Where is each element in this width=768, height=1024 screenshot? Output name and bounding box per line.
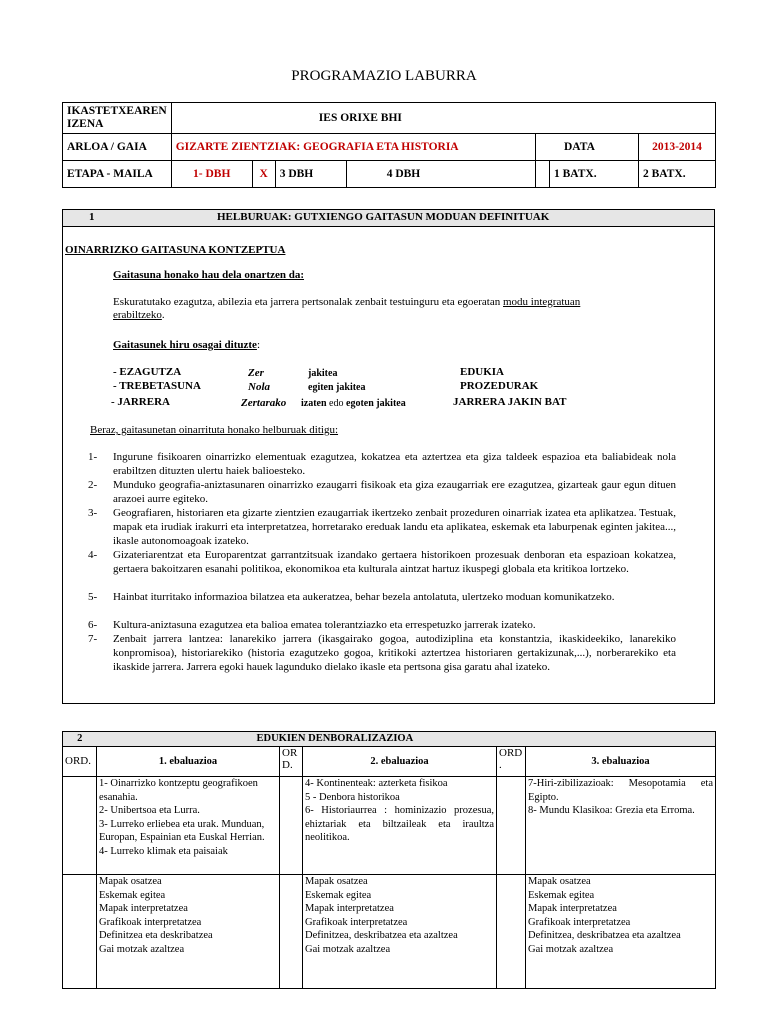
part-how: Nola [248, 381, 270, 393]
objective-number: 4- [88, 549, 98, 561]
objective-text: Munduko geografia-aniztasunaren oinarrizko ezaugarri fisikoak eta giza ezaugarriak ere ezagutzea, gizarteak gaur egun dituen arazoei aurre egiteko. [113, 479, 676, 505]
eval-2-header: 2. ebaluazioa [303, 747, 497, 777]
stage-batx-1: 1 BATX. [550, 161, 639, 188]
part-what: izaten edo egoten jakitea [301, 398, 406, 409]
part-what: jakitea [308, 368, 338, 379]
objective-number: 7- [88, 633, 98, 645]
ord-cell [63, 875, 97, 989]
stage-mark: X [252, 161, 275, 188]
part-what: egiten jakitea [308, 382, 366, 393]
ord-cell [63, 777, 97, 875]
objective-number: 1- [88, 451, 98, 463]
stage-4: 4 DBH [346, 161, 535, 188]
stage-empty [536, 161, 550, 188]
page-title: PROGRAMAZIO LABURRA [291, 68, 477, 84]
eval-3-content: 7-Hiri-zibilizazioak: Mesopotamia eta Egipto. 8- Mundu Klasikoa: Grezia eta Erroma. [526, 777, 716, 875]
eval-1-procedures: Mapak osatzea Eskemak egitea Mapak interpretatzea Grafikoak interpretatzea Definitzea eta deskribatzea Gai motzak azaltzea [97, 875, 280, 989]
ord-header: OR D. [280, 747, 303, 777]
concept-subtitle: OINARRIZKO GAITASUNA KONTZEPTUA [65, 244, 286, 256]
stage-3: 3 DBH [275, 161, 346, 188]
part-how: Zer [248, 367, 264, 379]
eval-1-content: 1- Oinarrizko kontzeptu geografikoen esanahia. 2- Unibertsoa eta Lurra. 3- Lurreko erliebea eta urak. Munduan, Europan, Espainian eta Euskal Herrian. 4- Lurreko klimak eta paisaiak [97, 777, 280, 875]
part-row: - EZAGUTZA [113, 366, 182, 378]
objective-text: Ingurune fisikoaren oinarrizko elementuak ezagutzea, kokatzea eta aztertzea eta giza taldeek espazioa eta baliabideak nola erabiltzen dituzten ulertu haiek balioesteko. [113, 451, 676, 477]
objective-text: Kultura-aniztasuna ezagutzea eta balioa ematea tolerantziazko eta errespetuzko jarrerak izateko. [113, 619, 536, 631]
part-how: Zertarako [241, 397, 287, 409]
part-row: - JARRERA [111, 396, 170, 408]
part-kind: JARRERA JAKIN BAT [453, 396, 567, 408]
eval-2-content: 4- Kontinenteak: azterketa fisikoa 5 - Denbora historikoa 6- Historiaurrea : hominizazio prozesua, ehiztariak eta biltzaileak eta iraultza neolitikoa. [303, 777, 497, 875]
section-1-title: HELBURUAK: GUTXIENGO GAITASUN MODUAN DEFINITUAK [217, 211, 550, 223]
area-value: GIZARTE ZIENTZIAK: GEOGRAFIA ETA HISTORIA [171, 134, 535, 161]
objective-text: Hainbat iturritako informazioa bilatzea eta aukeratzea, behar bezela antolatuta, ulertzeko moduan komunikatzeko. [113, 591, 615, 603]
school-value: IES ORIXE BHI [171, 103, 715, 134]
area-label: ARLOA / GAIA [63, 134, 172, 161]
ord-header: ORD. [63, 747, 97, 777]
objective-text: Geografiaren, historiaren eta gizarte zientzien ezaugarriak ikertzeko zenbait prozeduren oinarriak izatea eta aplikatzea. Testuak, mapak eta irudiak irakurri eta interpretatzea, horretarako ereduak landu eta aplikatea, eskemak eta laburpenak eginten jakitea..., ikasle autonomoagoak izateko. [113, 507, 676, 547]
part-kind: EDUKIA [460, 366, 505, 378]
ord-cell [280, 777, 303, 875]
objective-text: Gizateriarentzat eta Europarentzat garrantzitsuak izandako gertaera historikoen prozesuak denboran eta espazioan kokatzea, gertaera bakoitzaren esanahi politikoa, ekonomikoa eta kulturala aintzat hartuz ikuspegi globala eta kritikoa lortzeko. [113, 549, 676, 575]
eval-2-procedures: Mapak osatzea Eskemak egitea Mapak interpretatzea Grafikoak interpretatzea Definitzea, deskribatzea eta azaltzea Gai motzak azaltzea [303, 875, 497, 989]
eval-1-header: 1. ebaluazioa [97, 747, 280, 777]
definition-text: Eskuratutako ezagutza, abilezia eta jarrera pertsonalak zenbait testuinguru eta egoeratan modu integratuan erabiltzeko. [113, 296, 581, 321]
parts-heading: Gaitasunek hiru osagai dituzte: [113, 339, 260, 351]
ord-cell [497, 875, 526, 989]
school-label: IKASTETXEAREN IZENA [63, 103, 172, 134]
part-row: - TREBETASUNA [113, 380, 201, 392]
objective-number: 2- [88, 479, 98, 491]
stage-label: ETAPA - MAILA [63, 161, 172, 188]
eval-3-header: 3. ebaluazioa [526, 747, 716, 777]
section-1-number: 1 [89, 211, 95, 223]
eval-3-procedures: Mapak osatzea Eskemak egitea Mapak interpretatzea Grafikoak interpretatzea Definitzea, deskribatzea eta azaltzea Gai motzak azaltzea [526, 875, 716, 989]
objectives-section [62, 209, 715, 704]
objectives-intro: Beraz, gaitasunetan oinarrituta honako helburuak ditigu: [90, 424, 339, 436]
objective-number: 5- [88, 591, 98, 603]
date-value: 2013-2014 [639, 134, 716, 161]
stage-batx-2: 2 BATX. [639, 161, 716, 188]
objective-number: 3- [88, 507, 98, 519]
header-table [62, 102, 716, 188]
section-1-header [63, 210, 714, 227]
section-2-number: 2 [63, 732, 97, 747]
objective-number: 6- [88, 619, 98, 631]
part-kind: PROZEDURAK [460, 380, 539, 392]
timeline-table [62, 731, 716, 989]
objective-text: Zenbait jarrera lantzea: lanarekiko jarrera (ikasgairako gogoa, autodiziplina eta konstantzia, ikaskideekiko, lanarekiko konpromisoa), historiarekiko (historia ezagutzeko gogoa, kritikoki aztertzea historiaren gertakizunak,...), norberarekiko eta ikaskide jarrera. Jarrera egoki hauek lagunduko dielako ikasle eta pertsona gisa garatu ahal izateko. [113, 633, 676, 673]
date-label: DATA [536, 134, 639, 161]
ord-header: ORD . [497, 747, 526, 777]
definition-heading: Gaitasuna honako hau dela onartzen da: [113, 269, 305, 281]
stage-1: 1- DBH [171, 161, 252, 188]
ord-cell [497, 777, 526, 875]
ord-cell [280, 875, 303, 989]
section-2-title: EDUKIEN DENBORALIZAZIOA [97, 732, 716, 747]
